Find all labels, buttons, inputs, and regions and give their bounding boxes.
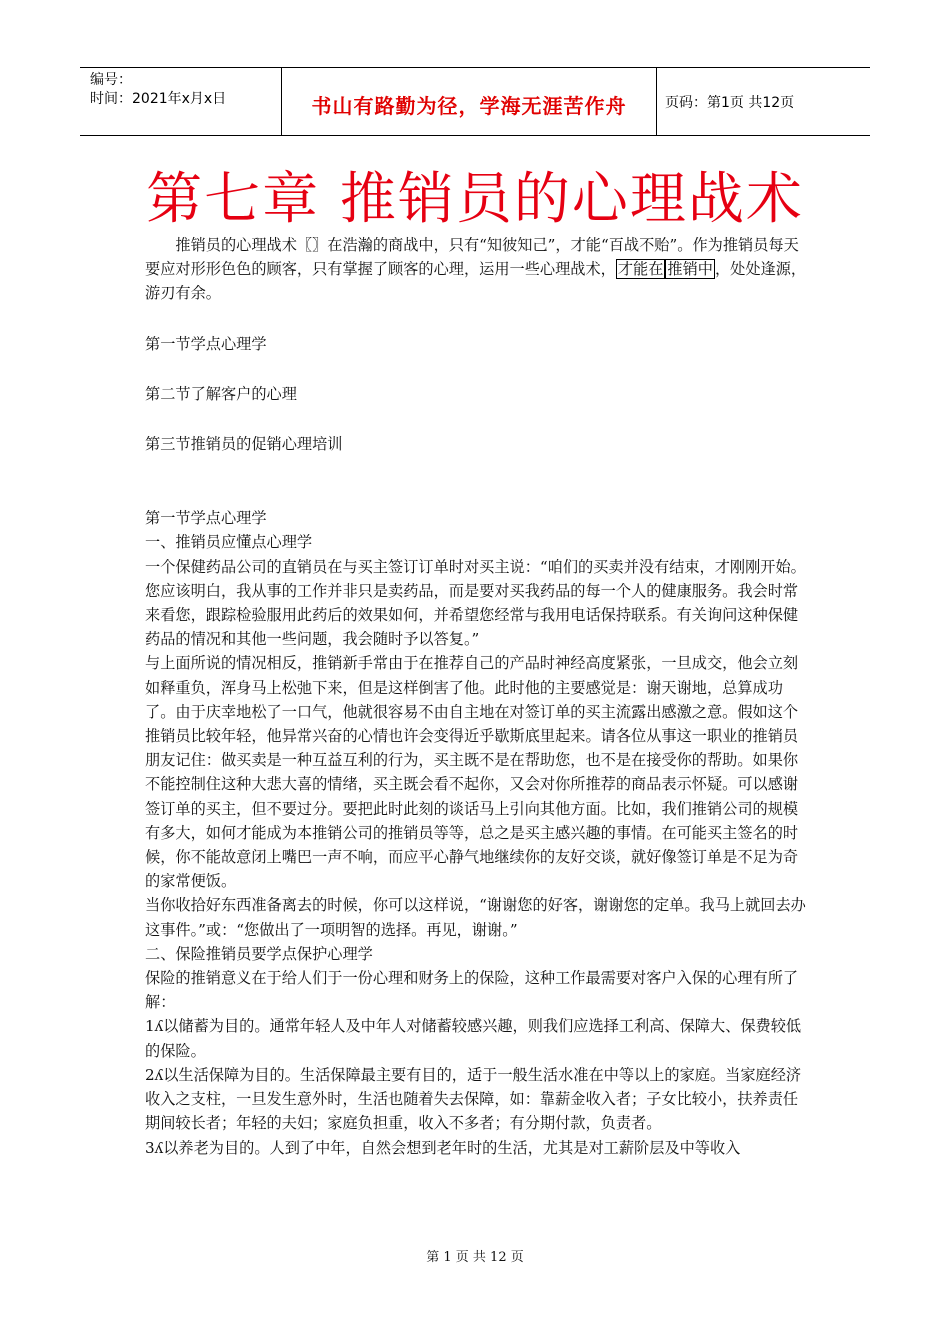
- toc-item: 第三节推销员的促销心理培训: [145, 435, 343, 454]
- header-page-info: 页码：第1页 共12页: [665, 94, 795, 111]
- document-date: 时间：2021年x月x日: [90, 91, 227, 107]
- body-paragraph: 与上面所说的情况相反，推销新手常由于在推荐自己的产品时神经高度紧张，一旦成交，他会立刻如释重负，浑身马上松弛下来，但是这样倒害了他。此时他的主要感觉是：谢天谢地，总算成功了。由于庆幸地松了一口气，他就很容易不由自主地在对签订单的买主流露出感激之意。假如这个推销员比较年轻，他异常兴奋的心情也许会变得近乎歇斯底里起来。请各位从事这一职业的推销员朋友记住：做买卖是一种互益互利的行为，买主既不是在帮助您，也不是在接受你的帮助。如果你不能控制住这种大悲大喜的情绪，买主既会看不起你，又会对你所推荐的商品表示怀疑。可以感谢签订单的买主，但不要过分。要把此时此刻的谈话马上引向其他方面。比如，我们推销公司的规模有多大，如何才能成为本推销公司的推销员等等，总之是买主感兴趣的事情。在可能买主签名的时候，你不能故意闭上嘴巴一声不响，而应平心静气地继续你的友好交谈，就好像签订单是不足为奇的家常便饭。: [145, 654, 799, 891]
- toc-item: 第一节学点心理学: [145, 334, 267, 353]
- body-paragraph: 一个保健药品公司的直销员在与买主签订订单时对买主说：“咱们的买卖并没有结束，才刚刚开始。您应该明白，我从事的工作并非只是卖药品，而是要对买我药品的每一个人的健康服务。我会时常来看您，跟踪检验服用此药后的效果如何，并希望您经常与我用电话保持联系。有关询问这种保健药品的情况和其他一些问题，我会随时予以答复。”: [145, 557, 806, 649]
- chapter-title: 第七章 推销员的心理战术: [146, 167, 804, 232]
- boxed-text: 推销中: [667, 260, 713, 279]
- page-footer: 第 1 页 共 12 页: [426, 1250, 524, 1265]
- body-paragraph: 当你收拾好东西准备离去的时候，你可以这样说，“谢谢您的好客，谢谢您的定单。我马上就回去办这事件。”或：“您做出了一项明智的选择。再见，谢谢。”: [145, 896, 806, 939]
- subsection-heading: 二、保险推销员要学点保护心理学: [145, 944, 373, 963]
- boxed-text: 才能在: [617, 260, 664, 279]
- intro-text: 推销员的心理战术〖〗在浩瀚的商战中，只有“知彼知己”，才能“百战不贻”。作为推销员每天要应对形形色色的顾客，只有掌握了顾客的心理，运用一些心理战术，: [145, 236, 799, 279]
- document-code-label: 编号：: [90, 72, 132, 88]
- intro-paragraph: [145, 233, 809, 306]
- subsection-heading: 一、推销员应懂点心理学: [145, 533, 313, 552]
- body-paragraph: 保险的推销意义在于给人们于一份心理和财务上的保险，这种工作最需要对客户入保的心理有所了解：: [145, 969, 799, 1012]
- intro-text-end: ，处处逢源，游刃有余。: [145, 260, 807, 303]
- list-item: 3ʎ以养老为目的。人到了中年，自然会想到老年时的生活，尤其是对工薪阶层及中等收入: [145, 1138, 741, 1157]
- list-item: 1ʎ以储蓄为目的。通常年轻人及中年人对储蓄较感兴趣，则我们应选择工利高、保障大、保费较低的保险。: [145, 1017, 802, 1060]
- header-table: [80, 67, 870, 136]
- header-motto: 书山有路勤为径，学海无涯苦作舟: [282, 68, 657, 135]
- document-body: [145, 233, 809, 1160]
- header-meta-cell: [80, 68, 282, 135]
- toc-item: 第二节了解客户的心理: [145, 384, 297, 403]
- list-item: 2ʎ以生活保障为目的。生活保障最主要有目的，适于一般生活水准在中等以上的家庭。当家庭经济收入之支柱，一旦发生意外时，生活也随着失去保障，如：靠薪金收入者；子女比较小，扶养责任期间较长者；年轻的夫妇；家庭负担重，收入不多者；有分期付款，负责者。: [145, 1065, 802, 1133]
- section-heading: 第一节学点心理学: [145, 509, 267, 528]
